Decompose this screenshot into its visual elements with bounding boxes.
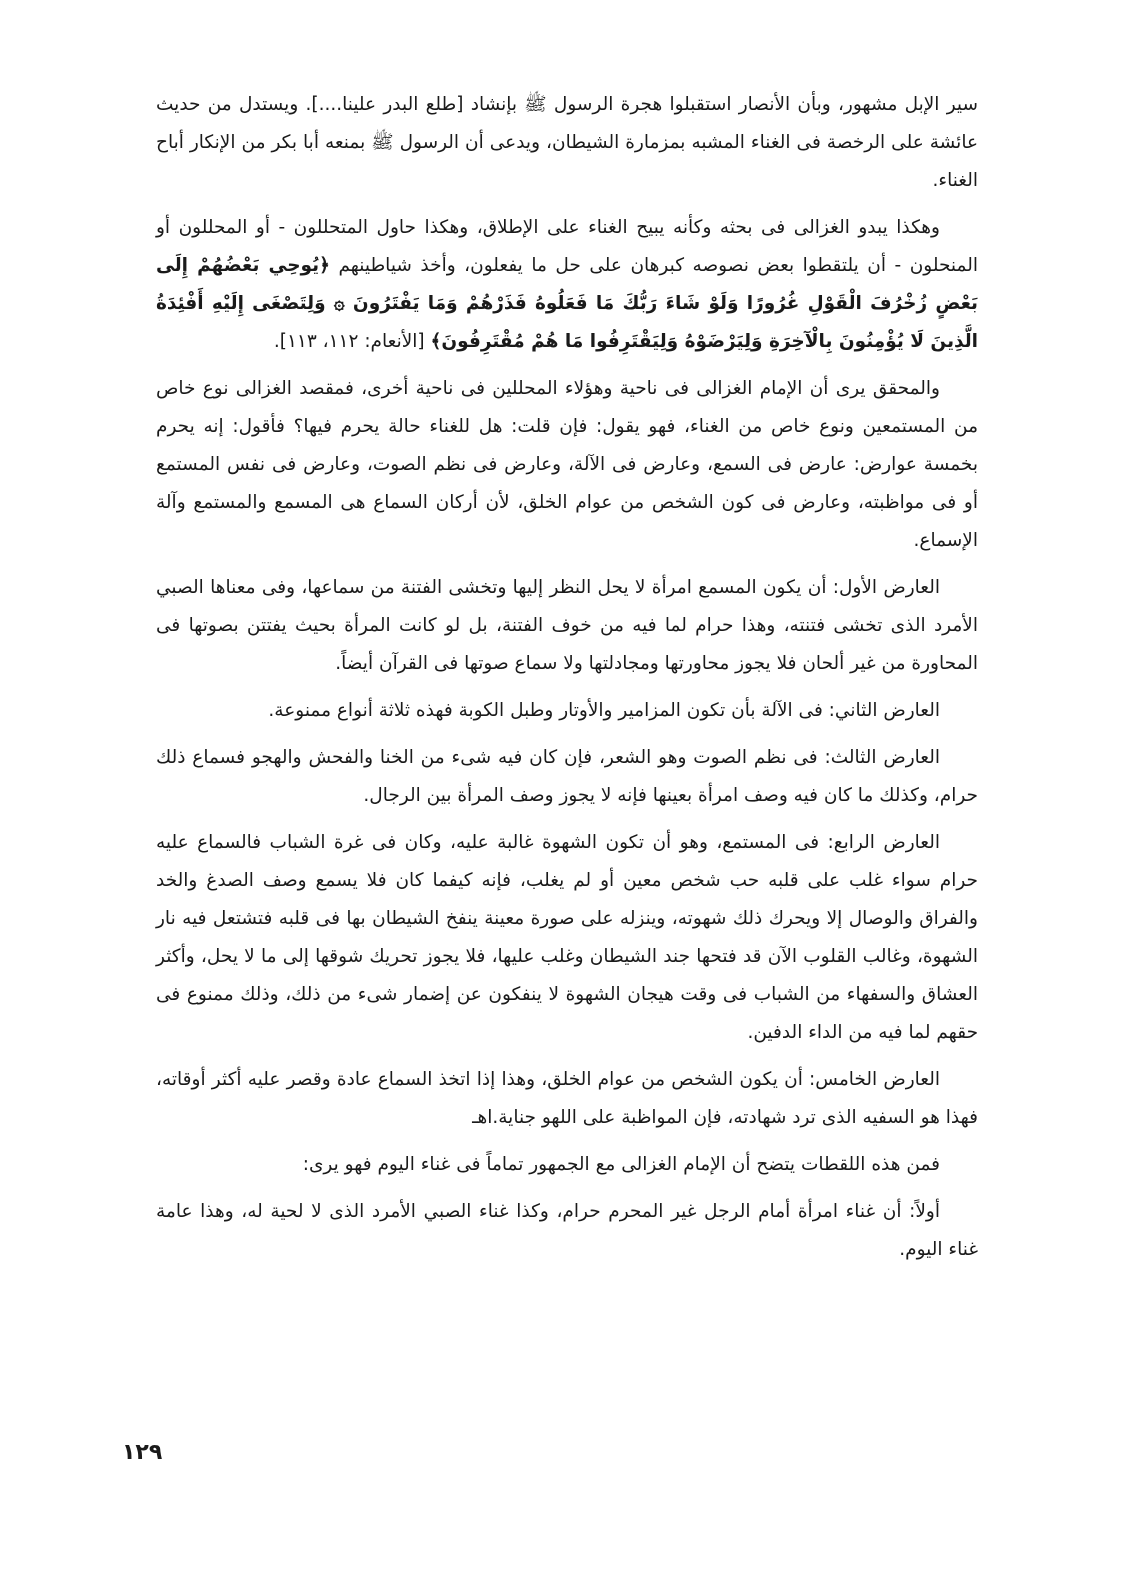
paragraph-2 (156, 209, 978, 361)
paragraph-2-text: وهكذا يبدو الغزالى فى بحثه وكأنه يبيح الغناء على الإطلاق، وهكذا حاول المتحللون - أو المحللون أو المنحلون - أن يلتقطوا بعض نصوصه كبرهان على حل ما يفعلون، وأخذ شياطينهم (156, 217, 978, 276)
paragraph-4: العارض الأول: أن يكون المسمع امرأة لا يحل النظر إليها وتخشى الفتنة من سماعها، وفى معناها الصبي الأمرد الذى تخشى فتنته، وهذا حرام لما فيه من خوف الفتنة، بل لو كانت المرأة بحيث يفتتن بصوتها فى المحاورة من غير ألحان فلا يجوز محاورتها ومجادلتها ولا سماع صوتها فى القرآن أيضاً. (156, 577, 978, 674)
paragraph-5: العارض الثاني: فى الآلة بأن تكون المزامير والأوتار وطبل الكوبة فهذه ثلاثة أنواع ممنوعة. (268, 700, 940, 721)
paragraph-9: فمن هذه اللقطات يتضح أن الإمام الغزالى مع الجمهور تماماً فى غناء اليوم فهو يرى: (302, 1154, 940, 1175)
paragraph-3: والمحقق يرى أن الإمام الغزالى فى ناحية وهؤلاء المحللين فى ناحية أخرى، فمقصد الغزالى نوع خاص من المستمعين ونوع خاص من الغناء، فهو يقول: فإن قلت: هل للغناء حالة يحرم فيها؟ فأقول: إنه يحرم بخمسة عوارض: عارض فى السمع، وعارض فى الآلة، وعارض فى نظم الصوت، وعارض فى نفس المستمع أو فى مواظبته، وعارض فى كون الشخص من عوام الخلق، لأن أركان السماع هى المسمع والمستمع وآلة الإسماع. (156, 378, 978, 551)
paragraph-10: أولاً: أن غناء امرأة أمام الرجل غير المحرم حرام، وكذا غناء الصبي الأمرد الذى لا لحية له، وهذا عامة غناء اليوم. (156, 1201, 978, 1260)
quran-reference: [الأنعام: ١١٢، ١١٣]. (273, 331, 425, 352)
paragraph-1: سير الإبل مشهور، وبأن الأنصار استقبلوا هجرة الرسول ﷺ بإنشاد [طلع البدر علينا....]. ويستدل من حديث عائشة على الرخصة فى الغناء المشبه بمزمارة الشيطان، ويدعى أن الرسول ﷺ بمنعه أبا بكر من الإنكار أباح الغناء. (156, 94, 978, 191)
page-body (156, 86, 978, 1506)
page-number: ١٢٩ (122, 1440, 163, 1465)
paragraph-8: العارض الخامس: أن يكون الشخص من عوام الخلق، وهذا إذا اتخذ السماع عادة وقصر عليه أكثر أوقاته، فهذا هو السفيه الذى ترد شهادته، فإن المواظبة على اللهو جناية.اهـ (156, 1069, 978, 1128)
paragraph-7: العارض الرابع: فى المستمع، وهو أن تكون الشهوة غالبة عليه، وكان فى غرة الشباب فالسماع عليه حرام سواء غلب على قلبه حب شخص معين أو لم يغلب، فإنه كيفما كان فلا يسمع وصف الصدغ والخد والفراق والوصال إلا ويحرك ذلك شهوته، وينزله على صورة معينة ينفخ الشيطان بها فى قلبه فتشتعل فيه نار الشهوة، وغالب القلوب الآن قد فتحها جند الشيطان وغلب عليها، فلا يجوز تحريك شوقها إلى ما لا يحل، وأكثر العشاق والسفهاء من الشباب فى وقت هيجان الشهوة لا ينفكون عن إضمار شىء من ذلك، وذلك ممنوع فى حقهم لما فيه من الداء الدفين. (156, 832, 978, 1043)
quran-verse: ﴿يُوحِي بَعْضُهُمْ إِلَى بَعْضٍ زُخْرُفَ الْقَوْلِ غُرُورًا وَلَوْ شَاءَ رَبُّكَ مَا فَعَلُوهُ فَذَرْهُمْ وَمَا يَفْتَرُونَ ۞ وَلِتَصْغَى إِلَيْهِ أَفْئِدَةُ الَّذِينَ لَا يُؤْمِنُونَ بِالْآخِرَةِ وَلِيَرْضَوْهُ وَلِيَقْتَرِفُوا مَا هُمْ مُقْتَرِفُونَ﴾ (156, 255, 978, 352)
paragraph-6: العارض الثالث: فى نظم الصوت وهو الشعر، فإن كان فيه شىء من الخنا والفحش والهجو فسماع ذلك حرام، وكذلك ما كان فيه وصف امرأة بعينها فإنه لا يجوز وصف المرأة بين الرجال. (156, 747, 978, 806)
